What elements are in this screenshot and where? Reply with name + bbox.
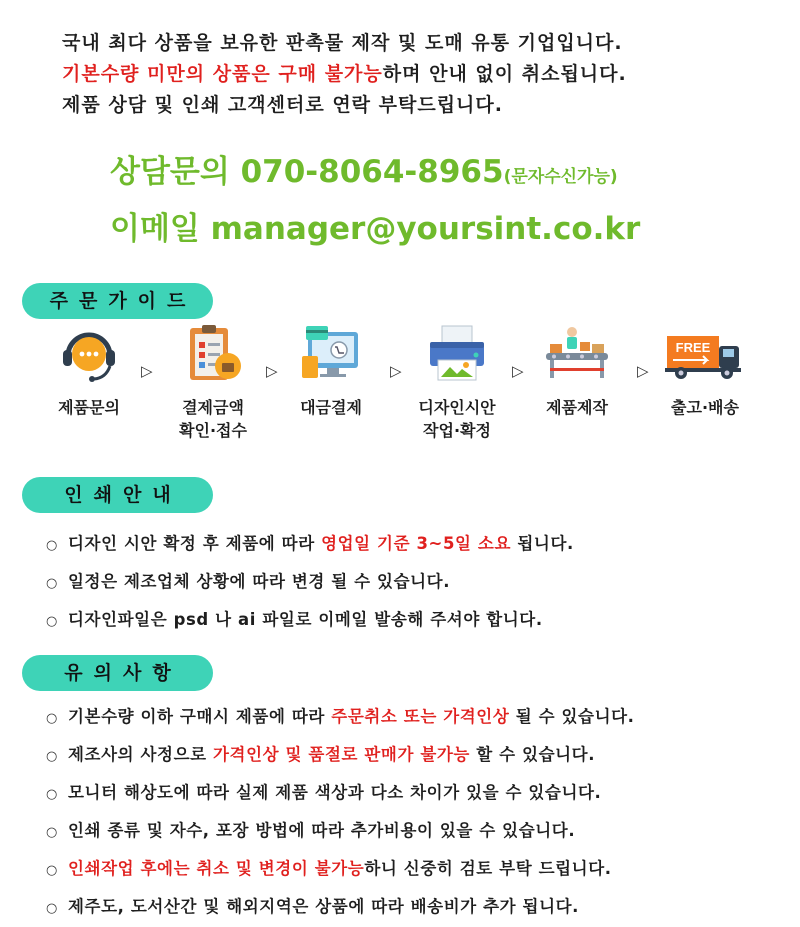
notes-title: 유의사항	[22, 655, 213, 691]
step-inquiry	[34, 322, 144, 419]
step-label: 결제금액 확인·접수	[179, 398, 247, 440]
intro-warning: 기본수량 미만의 상품은 구매 불가능	[62, 63, 383, 85]
step-arrow-icon: ▷	[637, 362, 649, 380]
order-steps	[0, 322, 800, 452]
bullet-icon: ○	[46, 538, 58, 553]
step-arrow-icon: ▷	[141, 362, 153, 380]
notes-list	[46, 699, 786, 927]
bullet-icon: ○	[46, 863, 58, 878]
bullet-icon: ○	[46, 749, 58, 764]
list-item: ○ 기본수량 이하 구매시 제품에 따라 주문취소 또는 가격인상 될 수 있습니다.	[46, 699, 786, 737]
step-production	[522, 322, 632, 419]
step-arrow-icon: ▷	[512, 362, 524, 380]
step-payment-confirm	[158, 322, 268, 442]
step-label: 디자인시안 작업·확정	[418, 398, 496, 440]
monitor-cart-icon	[296, 322, 366, 384]
step-label: 제품문의	[58, 398, 120, 417]
order-guide-title: 주문가이드	[22, 283, 213, 319]
step-label: 출고·배송	[671, 398, 739, 417]
list-item: ○ 제조사의 사정으로 가격인상 및 품절로 판매가 불가능 할 수 있습니다.	[46, 737, 786, 775]
truck-free-text: FREE	[675, 340, 711, 355]
list-item: ○ 디자인 시안 확정 후 제품에 따라 영업일 기준 3~5일 소요 됩니다.	[46, 526, 786, 564]
intro-line-2-rest: 하며 안내 없이 취소됩니다.	[382, 63, 627, 85]
list-item: ○ 인쇄작업 후에는 취소 및 변경이 불가능하니 신중히 검토 부탁 드립니다.	[46, 851, 786, 889]
intro-line-3: 제품 상담 및 인쇄 고객센터로 연락 부탁드립니다.	[62, 94, 503, 116]
step-label: 대금결제	[300, 398, 362, 417]
list-item: ○ 인쇄 종류 및 자수, 포장 방법에 따라 추가비용이 있을 수 있습니다.	[46, 813, 786, 851]
printer-icon	[422, 322, 492, 384]
bullet-icon: ○	[46, 787, 58, 802]
bullet-icon: ○	[46, 614, 58, 629]
list-item: ○ 일정은 제조업체 상황에 따라 변경 될 수 있습니다.	[46, 564, 786, 602]
step-shipping	[650, 322, 760, 419]
bullet-icon: ○	[46, 711, 58, 726]
free-delivery-truck-icon	[670, 322, 740, 384]
headset-chat-icon	[54, 322, 124, 384]
bullet-icon: ○	[46, 576, 58, 591]
intro-line-2	[62, 59, 782, 90]
bullet-icon: ○	[46, 901, 58, 916]
step-arrow-icon: ▷	[390, 362, 402, 380]
print-guide-list	[46, 526, 786, 640]
bullet-icon: ○	[46, 825, 58, 840]
step-payment	[276, 322, 386, 419]
email-address[interactable]: 이메일 manager@yoursint.co.kr	[110, 211, 641, 247]
factory-conveyor-icon	[542, 322, 612, 384]
print-guide-title: 인쇄안내	[22, 477, 213, 513]
intro-block	[62, 28, 782, 121]
phone-line	[110, 148, 790, 201]
list-item: ○ 제주도, 도서산간 및 해외지역은 상품에 따라 배송비가 추가 됩니다.	[46, 889, 786, 927]
step-design-draft	[402, 322, 512, 442]
step-label: 제품제작	[546, 398, 608, 417]
step-arrow-icon: ▷	[266, 362, 278, 380]
contact-block	[110, 148, 790, 253]
list-item: ○ 모니터 해상도에 따라 실제 제품 색상과 다소 차이가 있을 수 있습니다.	[46, 775, 786, 813]
list-item: ○ 디자인파일은 psd 나 ai 파일로 이메일 발송해 주셔야 합니다.	[46, 602, 786, 640]
phone-note: (문자수신가능)	[503, 167, 618, 187]
intro-line-1: 국내 최다 상품을 보유한 판촉물 제작 및 도매 유통 기업입니다.	[62, 32, 623, 54]
clipboard-payment-icon	[178, 322, 248, 384]
phone-number[interactable]: 상담문의 070-8064-8965	[110, 154, 504, 190]
